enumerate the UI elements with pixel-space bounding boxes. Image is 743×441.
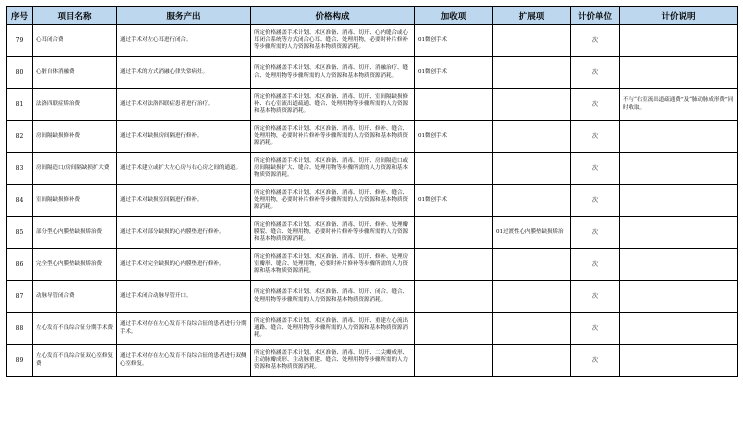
cell-output: 通过手术对缺损室间隔进行修补。 — [117, 185, 251, 217]
cell-addon: 01微创手术 — [415, 25, 493, 57]
cell-name: 动脉导管闭合费 — [33, 281, 117, 313]
header-output: 服务产出 — [117, 7, 251, 25]
cell-name: 左心发育不良综合征双心室修复费 — [33, 345, 117, 377]
cell-output: 通过手术的方式消融心律失常病灶。 — [117, 57, 251, 89]
cell-addon — [415, 249, 493, 281]
price-table — [6, 6, 738, 377]
cell-name: 法洛四联症矫治费 — [33, 89, 117, 121]
cell-composition: 所定价格涵盖手术计划、术区准备、消毒、切开、修补、缝合、处理用物，必要时补片修补等步骤所需的人力资源和基本物质资源消耗。 — [251, 121, 415, 153]
table-row — [7, 25, 738, 57]
cell-unit: 次 — [571, 153, 620, 185]
price-table-sheet — [6, 6, 737, 377]
cell-note — [620, 153, 738, 185]
cell-extension — [493, 345, 571, 377]
cell-extension — [493, 153, 571, 185]
cell-unit: 次 — [571, 281, 620, 313]
cell-composition: 所定价格涵盖手术计划、术区准备、消毒、切开、室间隔缺损修补、右心室流出道疏通、缝合、处理用物等步骤所需的人力资源和基本物质资源消耗。 — [251, 89, 415, 121]
cell-note — [620, 217, 738, 249]
cell-no: 83 — [7, 153, 33, 185]
cell-name: 室间隔缺损修补费 — [33, 185, 117, 217]
cell-no: 84 — [7, 185, 33, 217]
cell-output: 通过手术对部分缺损的心内膜垫进行修补。 — [117, 217, 251, 249]
cell-extension — [493, 249, 571, 281]
cell-note — [620, 25, 738, 57]
cell-output: 通过手术对存在左心发育不良综合征的患者进行分期手术。 — [117, 313, 251, 345]
cell-no: 80 — [7, 57, 33, 89]
cell-output: 通过手术建立或扩大左心房与右心房之间的通道。 — [117, 153, 251, 185]
cell-extension — [493, 25, 571, 57]
cell-no: 79 — [7, 25, 33, 57]
cell-name: 完全型心内膜垫缺损矫治费 — [33, 249, 117, 281]
cell-unit: 次 — [571, 25, 620, 57]
cell-note — [620, 249, 738, 281]
header-unit: 计价单位 — [571, 7, 620, 25]
cell-output: 通过手术对左心耳进行闭合。 — [117, 25, 251, 57]
cell-addon — [415, 313, 493, 345]
cell-addon — [415, 153, 493, 185]
table-row — [7, 57, 738, 89]
cell-no: 85 — [7, 217, 33, 249]
header-row — [7, 7, 738, 25]
header-addon: 加收项 — [415, 7, 493, 25]
cell-unit: 次 — [571, 121, 620, 153]
cell-extension — [493, 121, 571, 153]
cell-output: 通过手术对完全缺损的心内膜垫进行修补。 — [117, 249, 251, 281]
cell-extension — [493, 281, 571, 313]
header-no: 序号 — [7, 7, 33, 25]
cell-note — [620, 345, 738, 377]
table-row — [7, 281, 738, 313]
cell-addon: 01微创手术 — [415, 57, 493, 89]
cell-note — [620, 57, 738, 89]
cell-addon — [415, 281, 493, 313]
header-note: 计价说明 — [620, 7, 738, 25]
cell-name: 左心发育不良综合征分期手术费 — [33, 313, 117, 345]
cell-unit: 次 — [571, 249, 620, 281]
cell-unit: 次 — [571, 345, 620, 377]
cell-note — [620, 121, 738, 153]
table-row — [7, 249, 738, 281]
cell-name: 房间隔缺损修补费 — [33, 121, 117, 153]
cell-name: 部分型心内膜垫缺损矫治费 — [33, 217, 117, 249]
table-row — [7, 345, 738, 377]
cell-composition: 所定价格涵盖手术计划、术区准备、消毒、切开、重建左心流出通路、缝合、处理用物等步骤所需的人力资源和基本物质资源消耗。 — [251, 313, 415, 345]
cell-addon — [415, 89, 493, 121]
cell-name: 心脏自体消融费 — [33, 57, 117, 89]
cell-composition: 所定价格涵盖手术计划、术区准备、消毒、切开、二尖瓣成形、主动脉瓣成形、主动脉重建、缝合、处理用物等步骤所需的人力资源和基本物质资源消耗。 — [251, 345, 415, 377]
cell-addon: 01微创手术 — [415, 185, 493, 217]
cell-no: 82 — [7, 121, 33, 153]
cell-unit: 次 — [571, 313, 620, 345]
cell-composition: 所定价格涵盖手术计划、术区准备、消毒、切开、修补、处理瓣膜裂、缝合、处理用物，必要时补片修补等步骤所需的人力资源和基本物质资源消耗。 — [251, 217, 415, 249]
table-row — [7, 217, 738, 249]
table-row — [7, 153, 738, 185]
cell-composition: 所定价格涵盖手术计划、术区准备、消毒、切开、房间隔造口或房间隔缺损扩大、缝合、处理用物等步骤所需的人力资源和基本物质资源消耗。 — [251, 153, 415, 185]
cell-no: 81 — [7, 89, 33, 121]
cell-unit: 次 — [571, 57, 620, 89]
cell-name: 心耳闭合费 — [33, 25, 117, 57]
cell-no: 86 — [7, 249, 33, 281]
table-row — [7, 89, 738, 121]
cell-addon — [415, 345, 493, 377]
cell-unit: 次 — [571, 185, 620, 217]
cell-note: 不与“右室流出道疏通费”及“肺动脉成形费”同时收取。 — [620, 89, 738, 121]
header-extension: 扩展项 — [493, 7, 571, 25]
cell-note — [620, 185, 738, 217]
header-composition: 价格构成 — [251, 7, 415, 25]
cell-output: 通过手术对缺损房间隔进行修补。 — [117, 121, 251, 153]
cell-note — [620, 313, 738, 345]
cell-output: 通过手术闭合动脉导管开口。 — [117, 281, 251, 313]
cell-note — [620, 281, 738, 313]
cell-unit: 次 — [571, 217, 620, 249]
cell-extension — [493, 89, 571, 121]
cell-extension — [493, 57, 571, 89]
cell-extension: 01过渡性心内膜垫缺损矫治 — [493, 217, 571, 249]
header-name: 项目名称 — [33, 7, 117, 25]
cell-extension — [493, 313, 571, 345]
cell-no: 87 — [7, 281, 33, 313]
table-row — [7, 313, 738, 345]
cell-composition: 所定价格涵盖手术计划、术区准备、消毒、切开、心内缝合或心耳闭合系统等方式闭合心耳、缝合、处理用物，必要时补片修补等步骤所需的人力资源和基本物质资源消耗。 — [251, 25, 415, 57]
cell-output: 通过手术对法洛四联症患者进行治疗。 — [117, 89, 251, 121]
cell-composition: 所定价格涵盖手术计划、术区准备、消毒、切开、修补、缝合、处理用物，必要时补片修补等步骤所需的人力资源和基本物质资源消耗。 — [251, 185, 415, 217]
table-row — [7, 121, 738, 153]
table-row — [7, 185, 738, 217]
cell-composition: 所定价格涵盖手术计划、术区准备、消毒、切开、消融治疗、缝合、处理用物等步骤所需的人力资源和基本物质资源消耗。 — [251, 57, 415, 89]
cell-unit: 次 — [571, 89, 620, 121]
cell-no: 88 — [7, 313, 33, 345]
cell-composition: 所定价格涵盖手术计划、术区准备、消毒、切开、闭合、缝合、处理用物等步骤所需的人力资源和基本物质资源消耗。 — [251, 281, 415, 313]
cell-addon — [415, 217, 493, 249]
cell-extension — [493, 185, 571, 217]
cell-name: 房间隔造口/房间隔缺损扩大费 — [33, 153, 117, 185]
table-body — [7, 25, 738, 377]
cell-no: 89 — [7, 345, 33, 377]
cell-composition: 所定价格涵盖手术计划、术区准备、消毒、切开、修补、处理房室瓣形、缝合、处理用物，必要时补片修补等步骤所需的人力资源和基本物质资源消耗。 — [251, 249, 415, 281]
cell-addon: 01微创手术 — [415, 121, 493, 153]
cell-output: 通过手术对存在左心发育不良综合征的患者进行双侧心室修复。 — [117, 345, 251, 377]
